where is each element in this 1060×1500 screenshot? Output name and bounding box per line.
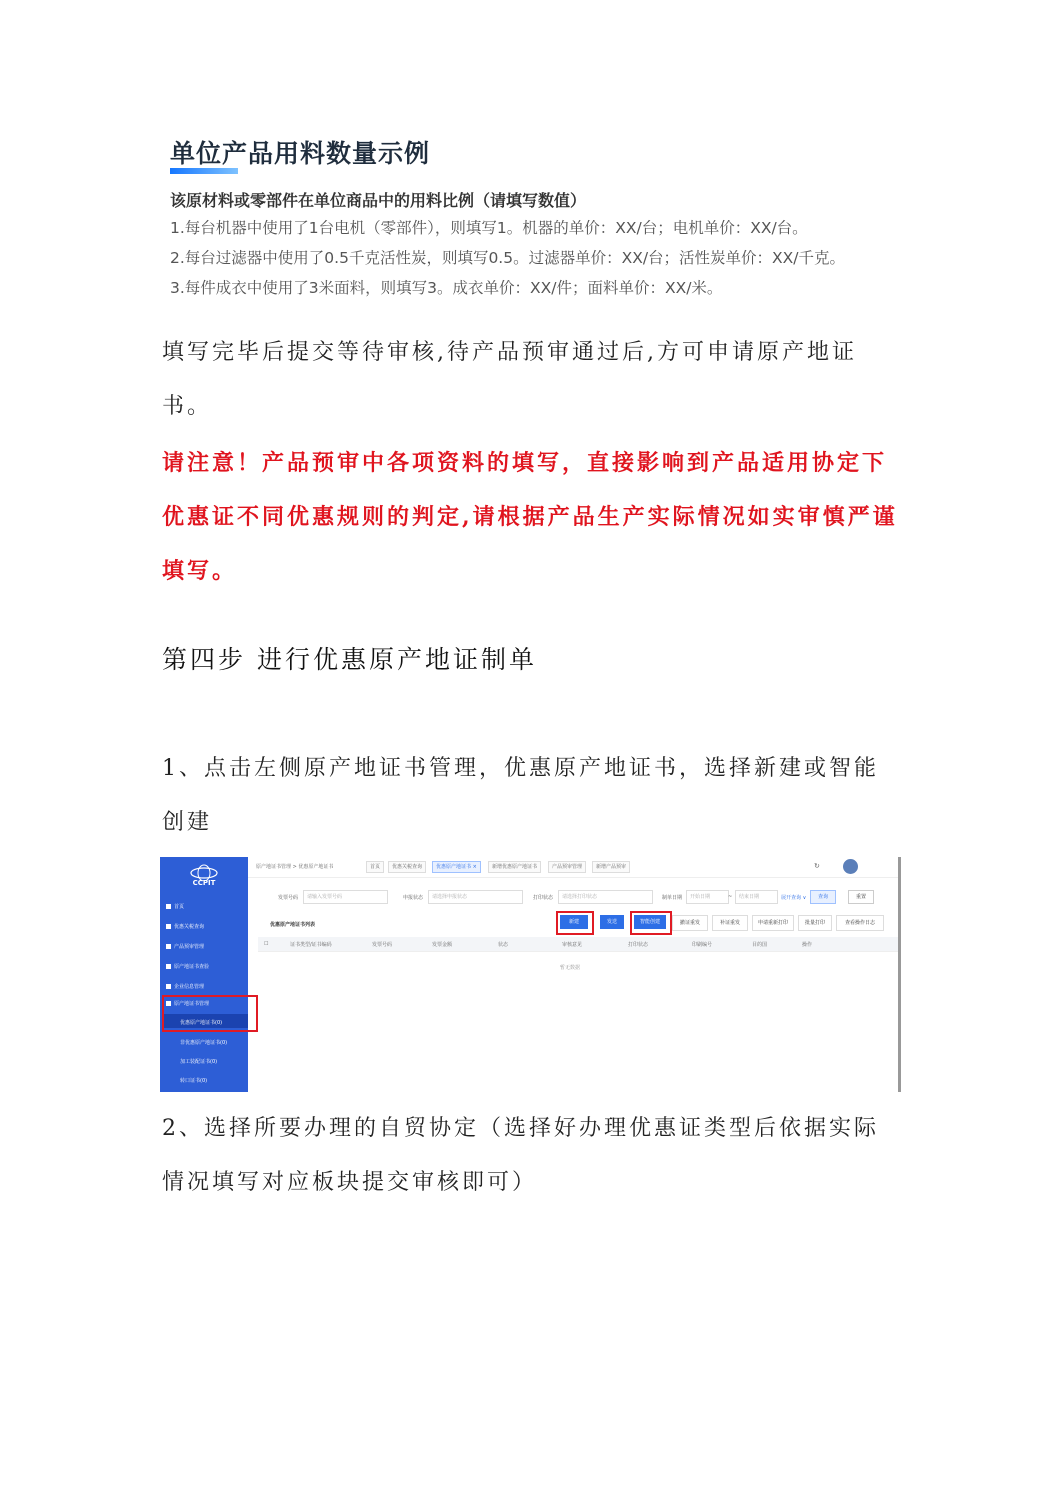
status-label: 申报状态 [403, 895, 424, 901]
refresh-icon[interactable]: ↻ [814, 862, 820, 870]
sidebar-item-home[interactable]: 首页 [166, 903, 184, 910]
instruction-step-2: 2、选择所要办理的自贸协定（选择好办理优惠证类型后依据实际情况填写对应板块提交审核即可） [162, 1116, 879, 1195]
company-icon [166, 984, 171, 989]
reprint-button[interactable]: 申请重新打印 [752, 915, 794, 931]
col-actions: 操作 [802, 942, 813, 948]
expand-search-link[interactable]: 展开查询 ∨ [781, 895, 807, 901]
notice-paragraph: 请注意！产品预审中各项资料的填写，直接影响到产品适用协定下优惠证不同优惠规则的判定,请根据产品生产实际情况如实审慎严谨填写。 [162, 450, 898, 584]
col-status: 状态 [498, 942, 509, 948]
example-subtitle: 该原材料或零部件在单位商品中的用料比例（请填写数值） [170, 191, 587, 210]
sidebar-item-verify[interactable]: 原产地证书查验 [166, 963, 209, 970]
sidebar-item-company[interactable]: 企业信息管理 [166, 983, 204, 990]
highlight-box-new [556, 911, 594, 935]
example-title: 单位产品用料数量示例 [170, 139, 431, 168]
send-button[interactable]: 发送 [600, 915, 624, 929]
status-select[interactable]: 请选择申报状态 [428, 890, 523, 904]
batch-print-button[interactable]: 批量打印 [798, 915, 832, 931]
print-select[interactable]: 请选择打印状态 [558, 890, 653, 904]
view-log-button[interactable]: 查看操作日志 [836, 915, 884, 931]
sidebar-sub-preferential[interactable]: 优惠原产地证书(0) [180, 1020, 223, 1026]
invoice-input[interactable]: 请输入发票号码 [303, 890, 388, 904]
highlight-box-smart-create [630, 911, 672, 935]
col-destination: 目的国 [752, 942, 768, 948]
table-divider [258, 951, 898, 952]
col-cert-type: 证书类型/证书编码 [290, 942, 332, 948]
smart-create-button[interactable]: 智能创建 [634, 915, 666, 929]
new-button[interactable]: 新建 [560, 915, 588, 929]
sidebar-item-certificates[interactable]: 原产地证书管理 [166, 1000, 209, 1007]
globe-icon [160, 861, 248, 881]
sidebar-item-preaudit[interactable]: 产品预审管理 [166, 943, 204, 950]
tab-preaudit[interactable]: 产品预审管理 [548, 861, 586, 873]
date-end-input[interactable]: 结束日期 [735, 890, 778, 904]
audit-icon [166, 944, 171, 949]
highlight-box-sidebar [162, 995, 258, 1032]
material-ratio-example [165, 128, 900, 303]
example-line-2: 2.每台过滤器中使用了0.5千克活性炭，则填写0.5。过滤器单价：XX/台；活性炭单价：XX/千克。 [170, 249, 846, 267]
home-icon [166, 904, 171, 909]
verify-icon [166, 964, 171, 969]
system-screenshot [160, 857, 901, 1092]
date-label: 制单日期 [662, 895, 683, 901]
sidebar [160, 857, 248, 1092]
instruction-step-1: 1、点击左侧原产地证书管理，优惠原产地证书，选择新建或智能创建 [162, 756, 879, 835]
sidebar-item-tariff[interactable]: 优惠关税查询 [166, 923, 204, 930]
avatar[interactable] [843, 859, 858, 874]
filter-bar [248, 885, 898, 907]
ccpit-logo [160, 861, 248, 895]
submit-paragraph: 填写完毕后提交等待审核,待产品预审通过后,方可申请原产地证书。 [162, 340, 857, 419]
tab-tariff[interactable]: 优惠关税查询 [388, 861, 426, 873]
list-title: 优惠原产地证书列表 [270, 922, 316, 928]
title-accent-bar [170, 168, 238, 174]
example-line-3: 3.每件成衣中使用了3米面料，则填写3。成衣单价：XX/件；面料单价：XX/米。 [170, 279, 723, 297]
logo-text: CCPIT [192, 879, 216, 887]
select-all-checkbox[interactable]: ☐ [264, 941, 269, 947]
sidebar-sub-transit[interactable]: 转口证书(0) [180, 1078, 208, 1084]
breadcrumb: 原产地证书管理 > 优惠原产地证书 [256, 864, 334, 870]
date-start-input[interactable]: 开始日期 [686, 890, 729, 904]
search-button[interactable]: 查询 [810, 890, 836, 904]
col-review: 审核意见 [562, 942, 583, 948]
tab-new-certificate[interactable]: 新增优惠原产地证书 [488, 861, 541, 873]
invoice-label: 发票号码 [278, 895, 299, 901]
print-label: 打印状态 [533, 895, 554, 901]
top-bar [248, 857, 898, 878]
tariff-icon [166, 924, 171, 929]
reset-button[interactable]: 重置 [848, 890, 874, 904]
sidebar-sub-nonpreferential[interactable]: 非优惠原产地证书(0) [180, 1040, 228, 1046]
col-invoice: 发票号码 [372, 942, 393, 948]
empty-state: 暂无数据 [560, 965, 581, 971]
col-print-status: 打印状态 [628, 942, 649, 948]
reissue-button[interactable]: 补证重发 [712, 915, 748, 931]
tab-new-preaudit[interactable]: 新增产品预审 [592, 861, 630, 873]
revoke-resend-button[interactable]: 撤证重发 [672, 915, 708, 931]
col-print-no: 印刷编号 [692, 942, 713, 948]
step4-heading: 第四步 进行优惠原产地证制单 [162, 645, 537, 674]
col-amount: 发票金额 [432, 942, 453, 948]
table-header [258, 937, 898, 951]
date-separator: ~ [728, 894, 733, 900]
tab-home[interactable]: 首页 [366, 861, 384, 873]
example-line-1: 1.每台机器中使用了1台电机（零部件），则填写1。机器的单价：XX/台；电机单价：XX/台。 [170, 219, 808, 237]
sidebar-sub-processing[interactable]: 加工装配证书(0) [180, 1059, 218, 1065]
tab-preferential-certificates[interactable]: 优惠原产地证书 × [432, 861, 481, 873]
